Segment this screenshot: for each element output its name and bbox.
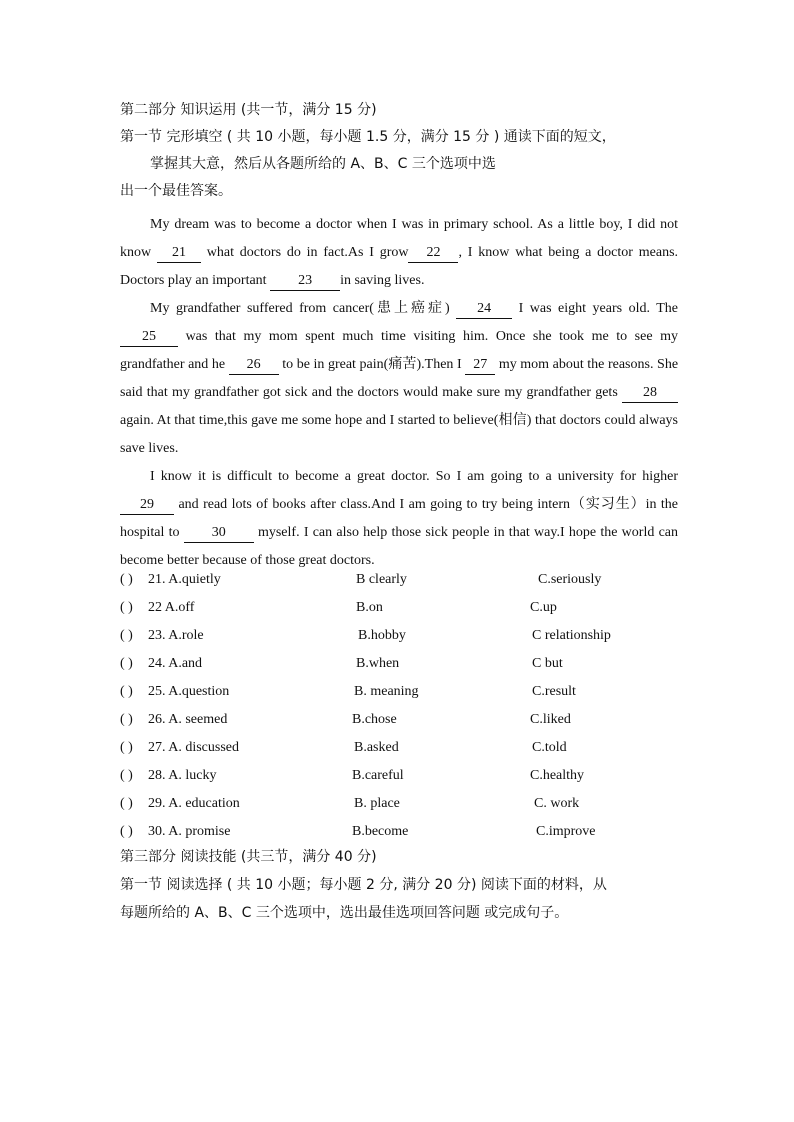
question-22 (120, 600, 680, 620)
p2-text-g: again. At that time,this gave me some hope and I started to believe(相信) that doctors could always save lives. (120, 413, 678, 456)
blank-29[interactable]: 29 (120, 496, 174, 515)
p2-text-f: my mom about the reasons. She said that my grandfather got sick and the doctors would make sure my grandfather gets (120, 357, 679, 400)
blank-21[interactable]: 21 (157, 244, 201, 263)
section3-instruction-line1: 第一节 阅读选择 ( 共 10 小题；每小题 2 分, 满分 20 分) 阅读下面的材料，从 (120, 877, 607, 893)
option-a: 29. A. education (148, 796, 240, 811)
section2-title: 第二部分 知识运用 (共一节，满分 15 分) (120, 102, 377, 118)
p1-text-e: in saving lives. (340, 273, 425, 288)
p3-text-c: and read lots of books after class.And I am going to try being intern（实习生）in the hospital to (120, 497, 678, 540)
p3-text-a: I know it is difficult to become a great doctor. So I am going to a university for higher (150, 469, 678, 484)
p2-text-d: was that my mom spent much time visiting him. Once she took me to see my grandfather and he (120, 329, 679, 372)
option-a: 30. A. promise (148, 824, 231, 839)
option-b: B.become (352, 824, 409, 839)
question-28 (120, 768, 680, 788)
section2-instruction-line3: 出一个最佳答案。 (120, 183, 232, 199)
blank-28[interactable]: 28 (622, 384, 678, 403)
answer-paren[interactable]: ( ) (120, 600, 133, 615)
option-c: C.improve (536, 824, 596, 839)
option-c: C.healthy (530, 768, 585, 783)
question-24 (120, 656, 680, 676)
passage-paragraph-3 (120, 463, 678, 575)
p1-text-d: , I know what being a doctor means. Doctors play an important (120, 245, 679, 288)
option-b: B.when (356, 656, 400, 671)
option-c: C relationship (532, 628, 611, 643)
option-a: 27. A. discussed (148, 740, 239, 755)
answer-paren[interactable]: ( ) (120, 572, 133, 587)
passage-paragraph-1 (120, 211, 678, 295)
option-c: C.told (532, 740, 567, 755)
option-b: B. meaning (354, 684, 419, 699)
question-26 (120, 712, 680, 732)
passage-paragraph-2 (120, 295, 678, 463)
blank-27[interactable]: 27 (465, 356, 495, 375)
option-b: B clearly (356, 572, 407, 587)
section2-instruction-line2: 掌握其大意，然后从各题所给的 A、B、C 三个选项中选 (150, 156, 496, 172)
p2-text-e: to be in great pain(痛苦).Then I (282, 357, 462, 372)
question-29 (120, 796, 680, 816)
option-b: B.on (356, 600, 383, 615)
section3-instruction-line2: 每题所给的 A、B、C 三个选项中，选出最佳选项回答问题 或完成句子。 (120, 905, 569, 921)
question-23 (120, 628, 680, 648)
answer-paren[interactable]: ( ) (120, 684, 133, 699)
p2-text-c: I was eight years old. The (518, 301, 678, 316)
option-b: B.chose (352, 712, 397, 727)
option-a: 28. A. lucky (148, 768, 217, 783)
option-b: B.asked (354, 740, 399, 755)
option-a: 23. A.role (148, 628, 204, 643)
question-27 (120, 740, 680, 760)
section3-title: 第三部分 阅读技能 (共三节，满分 40 分) (120, 849, 377, 865)
option-c: C.seriously (538, 572, 602, 587)
option-c: C.liked (530, 712, 571, 727)
blank-25[interactable]: 25 (120, 328, 178, 347)
blank-24[interactable]: 24 (456, 300, 512, 319)
p2-text-a: My grandfather suffered from cancer(患上癌症) (150, 301, 450, 316)
answer-paren[interactable]: ( ) (120, 824, 133, 839)
answer-paren[interactable]: ( ) (120, 768, 133, 783)
option-c: C. work (534, 796, 580, 811)
p1-text-c: what doctors do in fact.As I grow (206, 245, 409, 260)
answer-paren[interactable]: ( ) (120, 796, 133, 811)
blank-30[interactable]: 30 (184, 524, 254, 543)
p1-text-a: My dream was to become a doctor when I was in primary school. As a little boy, I did not know (120, 217, 678, 260)
answer-paren[interactable]: ( ) (120, 656, 133, 671)
section2-instruction-line1: 第一节 完形填空 ( 共 10 小题，每小题 1.5 分，满分 15 分 ) 通读下面的短文， (120, 129, 616, 145)
option-c: C but (532, 656, 563, 671)
question-30 (120, 824, 680, 844)
option-a: 24. A.and (148, 656, 203, 671)
option-b: B.careful (352, 768, 404, 783)
blank-26[interactable]: 26 (229, 356, 279, 375)
question-25 (120, 684, 680, 704)
option-a: 26. A. seemed (148, 712, 228, 727)
answer-paren[interactable]: ( ) (120, 628, 133, 643)
option-b: B.hobby (358, 628, 406, 643)
blank-22[interactable]: 22 (408, 244, 458, 263)
option-a: 25. A.question (148, 684, 230, 699)
option-a: 21. A.quietly (148, 572, 221, 587)
option-a: 22 A.off (148, 600, 195, 615)
answer-paren[interactable]: ( ) (120, 740, 133, 755)
option-c: C.result (532, 684, 576, 699)
answer-paren[interactable]: ( ) (120, 712, 133, 727)
option-c: C.up (530, 600, 557, 615)
question-21 (120, 572, 680, 592)
p3-text-d: myself. I can also help those sick people in that way.I hope the world can become better because of those great doctors. (120, 525, 679, 568)
option-b: B. place (354, 796, 400, 811)
blank-23[interactable]: 23 (270, 272, 340, 291)
